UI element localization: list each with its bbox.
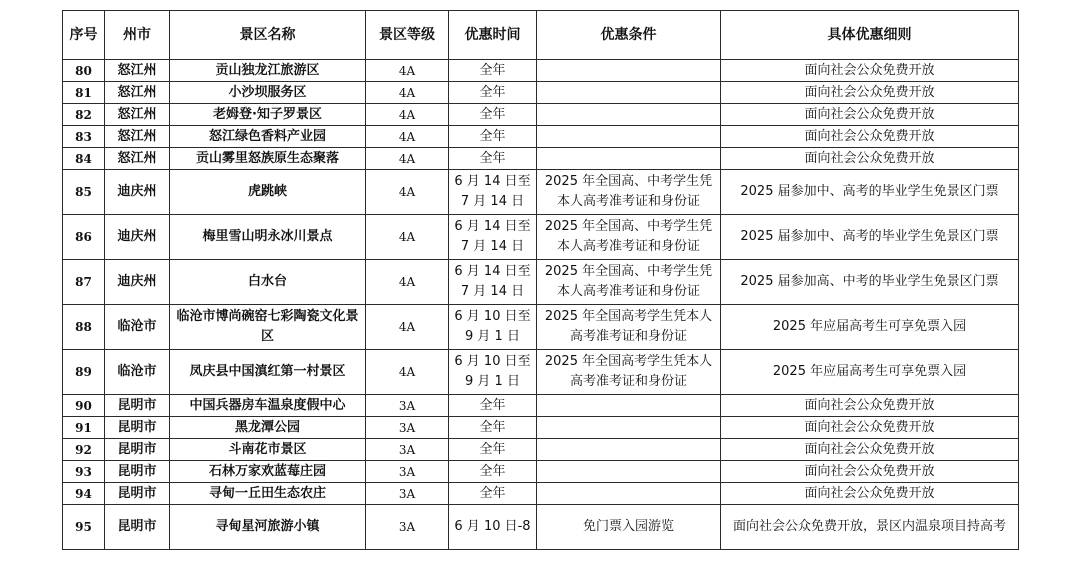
cell-discount-condition: 2025 年全国高考学生凭本人高考准考证和身份证 — [537, 305, 721, 350]
table-row — [63, 305, 1019, 350]
cell-discount-time: 6 月 10 日至 9 月 1 日 — [449, 350, 537, 395]
cell-city: 临沧市 — [105, 305, 170, 350]
cell-city: 迪庆州 — [105, 215, 170, 260]
cell-city: 昆明市 — [105, 483, 170, 505]
cell-level: 4A — [366, 82, 449, 104]
cell-scenic-name: 寻甸一丘田生态农庄 — [170, 483, 366, 505]
cell-discount-condition — [537, 439, 721, 461]
cell-scenic-name: 老姆登·知子罗景区 — [170, 104, 366, 126]
cell-discount-detail: 2025 届参加中、高考的毕业学生免景区门票 — [721, 170, 1019, 215]
cell-discount-time: 6 月 14 日至 7 月 14 日 — [449, 215, 537, 260]
cell-city: 昆明市 — [105, 461, 170, 483]
table-row — [63, 461, 1019, 483]
cell-city: 昆明市 — [105, 439, 170, 461]
header-level: 景区等级 — [366, 11, 449, 60]
cell-level: 3A — [366, 505, 449, 550]
cell-no: 95 — [63, 505, 105, 550]
cell-city: 迪庆州 — [105, 170, 170, 215]
header-row — [63, 11, 1019, 60]
cell-city: 怒江州 — [105, 82, 170, 104]
table-row — [63, 148, 1019, 170]
cell-discount-time: 6 月 10 日至 9 月 1 日 — [449, 305, 537, 350]
cell-discount-condition — [537, 483, 721, 505]
cell-level: 3A — [366, 483, 449, 505]
cell-scenic-name: 怒江绿色香料产业园 — [170, 126, 366, 148]
cell-city: 昆明市 — [105, 417, 170, 439]
cell-discount-time: 6 月 14 日至 7 月 14 日 — [449, 260, 537, 305]
cell-discount-detail: 面向社会公众免费开放 — [721, 82, 1019, 104]
cell-discount-condition — [537, 60, 721, 82]
cell-discount-time: 全年 — [449, 461, 537, 483]
cell-scenic-name: 小沙坝服务区 — [170, 82, 366, 104]
cell-discount-time: 全年 — [449, 439, 537, 461]
cell-scenic-name: 白水台 — [170, 260, 366, 305]
cell-city: 怒江州 — [105, 126, 170, 148]
cell-scenic-name: 黑龙潭公园 — [170, 417, 366, 439]
cell-discount-time: 全年 — [449, 104, 537, 126]
header-time: 优惠时间 — [449, 11, 537, 60]
cell-scenic-name: 石林万家欢蓝莓庄园 — [170, 461, 366, 483]
table-row — [63, 505, 1019, 550]
cell-level: 4A — [366, 148, 449, 170]
cell-discount-detail: 面向社会公众免费开放 — [721, 126, 1019, 148]
cell-scenic-name: 寻甸星河旅游小镇 — [170, 505, 366, 550]
table-row — [63, 260, 1019, 305]
cell-no: 92 — [63, 439, 105, 461]
cell-no: 90 — [63, 395, 105, 417]
table-row — [63, 170, 1019, 215]
cell-level: 4A — [366, 215, 449, 260]
cell-level: 4A — [366, 260, 449, 305]
cell-discount-time: 全年 — [449, 126, 537, 148]
cell-discount-detail: 2025 年应届高考生可享免票入园 — [721, 305, 1019, 350]
table-row — [63, 417, 1019, 439]
cell-discount-condition: 免门票入园游览 — [537, 505, 721, 550]
cell-city: 临沧市 — [105, 350, 170, 395]
cell-level: 3A — [366, 439, 449, 461]
cell-discount-condition — [537, 395, 721, 417]
header-detail: 具体优惠细则 — [721, 11, 1019, 60]
cell-level: 4A — [366, 60, 449, 82]
cell-scenic-name: 贡山独龙江旅游区 — [170, 60, 366, 82]
table-body — [63, 60, 1019, 550]
table-row — [63, 126, 1019, 148]
cell-scenic-name: 虎跳峡 — [170, 170, 366, 215]
cell-city: 怒江州 — [105, 104, 170, 126]
cell-discount-time: 6 月 14 日至 7 月 14 日 — [449, 170, 537, 215]
cell-no: 86 — [63, 215, 105, 260]
header-condition: 优惠条件 — [537, 11, 721, 60]
cell-discount-condition: 2025 年全国高、中考学生凭本人高考准考证和身份证 — [537, 170, 721, 215]
cell-discount-time: 全年 — [449, 148, 537, 170]
cell-level: 4A — [366, 104, 449, 126]
cell-no: 91 — [63, 417, 105, 439]
table-row — [63, 82, 1019, 104]
cell-scenic-name: 凤庆县中国滇红第一村景区 — [170, 350, 366, 395]
cell-discount-detail: 面向社会公众免费开放 — [721, 483, 1019, 505]
cell-scenic-name: 贡山雾里怒族原生态聚落 — [170, 148, 366, 170]
cell-discount-condition: 2025 年全国高、中考学生凭本人高考准考证和身份证 — [537, 215, 721, 260]
cell-level: 3A — [366, 395, 449, 417]
cell-no: 81 — [63, 82, 105, 104]
cell-discount-detail: 面向社会公众免费开放 — [721, 417, 1019, 439]
table-row — [63, 104, 1019, 126]
cell-city: 昆明市 — [105, 505, 170, 550]
cell-no: 84 — [63, 148, 105, 170]
cell-discount-detail: 面向社会公众免费开放 — [721, 148, 1019, 170]
cell-city: 迪庆州 — [105, 260, 170, 305]
cell-level: 3A — [366, 417, 449, 439]
cell-discount-detail: 2025 年应届高考生可享免票入园 — [721, 350, 1019, 395]
cell-level: 4A — [366, 170, 449, 215]
cell-discount-time: 全年 — [449, 483, 537, 505]
cell-level: 3A — [366, 461, 449, 483]
cell-no: 85 — [63, 170, 105, 215]
header-no: 序号 — [63, 11, 105, 60]
cell-discount-condition — [537, 104, 721, 126]
cell-city: 怒江州 — [105, 148, 170, 170]
cell-level: 4A — [366, 305, 449, 350]
cell-no: 80 — [63, 60, 105, 82]
cell-discount-condition — [537, 82, 721, 104]
cell-discount-detail: 面向社会公众免费开放 — [721, 439, 1019, 461]
cell-discount-detail: 面向社会公众免费开放 — [721, 461, 1019, 483]
cell-no: 82 — [63, 104, 105, 126]
cell-discount-time: 全年 — [449, 82, 537, 104]
cell-discount-detail: 面向社会公众免费开放 — [721, 395, 1019, 417]
cell-level: 4A — [366, 126, 449, 148]
cell-discount-condition — [537, 461, 721, 483]
cell-no: 94 — [63, 483, 105, 505]
cell-discount-condition: 2025 年全国高、中考学生凭本人高考准考证和身份证 — [537, 260, 721, 305]
cell-discount-detail: 面向社会公众免费开放，景区内温泉项目持高考 — [721, 505, 1019, 550]
table-row — [63, 439, 1019, 461]
cell-discount-time: 全年 — [449, 417, 537, 439]
cell-scenic-name: 梅里雪山明永冰川景点 — [170, 215, 366, 260]
cell-discount-detail: 2025 届参加高、中考的毕业学生免景区门票 — [721, 260, 1019, 305]
cell-discount-time: 全年 — [449, 60, 537, 82]
cell-no: 93 — [63, 461, 105, 483]
table-row — [63, 350, 1019, 395]
cell-no: 83 — [63, 126, 105, 148]
cell-no: 87 — [63, 260, 105, 305]
cell-no: 89 — [63, 350, 105, 395]
cell-scenic-name: 临沧市博尚碗窑七彩陶瓷文化景区 — [170, 305, 366, 350]
cell-no: 88 — [63, 305, 105, 350]
cell-city: 昆明市 — [105, 395, 170, 417]
table-row — [63, 395, 1019, 417]
cell-level: 4A — [366, 350, 449, 395]
cell-discount-condition — [537, 417, 721, 439]
cell-scenic-name: 斗南花市景区 — [170, 439, 366, 461]
header-name: 景区名称 — [170, 11, 366, 60]
table-row — [63, 483, 1019, 505]
cell-scenic-name: 中国兵器房车温泉度假中心 — [170, 395, 366, 417]
cell-discount-time: 全年 — [449, 395, 537, 417]
table-row — [63, 60, 1019, 82]
cell-city: 怒江州 — [105, 60, 170, 82]
header-city: 州市 — [105, 11, 170, 60]
cell-discount-condition: 2025 年全国高考学生凭本人高考准考证和身份证 — [537, 350, 721, 395]
cell-discount-time: 6 月 10 日-8 — [449, 505, 537, 550]
cell-discount-condition — [537, 148, 721, 170]
cell-discount-detail: 面向社会公众免费开放 — [721, 60, 1019, 82]
discount-table — [62, 10, 1019, 550]
cell-discount-detail: 面向社会公众免费开放 — [721, 104, 1019, 126]
table-row — [63, 215, 1019, 260]
cell-discount-condition — [537, 126, 721, 148]
cell-discount-detail: 2025 届参加中、高考的毕业学生免景区门票 — [721, 215, 1019, 260]
